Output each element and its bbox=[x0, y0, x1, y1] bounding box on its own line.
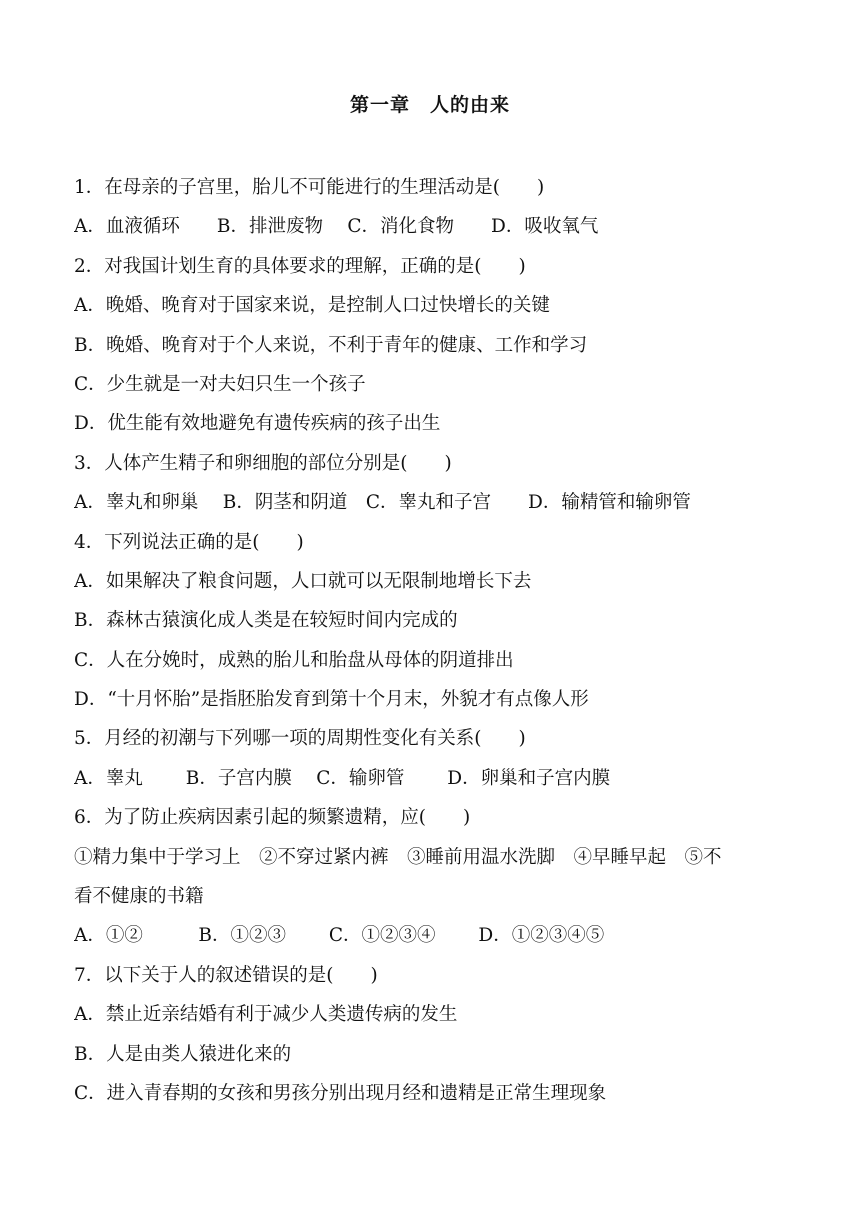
question-6-options: A．①② B．①②③ C．①②③④ D．①②③④⑤ bbox=[74, 925, 605, 947]
question-1-stem: 1．在母亲的子宫里，胎儿不可能进行的生理活动是( ) bbox=[74, 177, 545, 198]
question-4-option-c: C．人在分娩时，成熟的胎儿和胎盘从母体的阴道排出 bbox=[74, 649, 514, 671]
question-5-stem: 5．月经的初潮与下列哪一项的周期性变化有关系( ) bbox=[74, 728, 526, 750]
question-7-option-c: C．进入青春期的女孩和男孩分别出现月经和遗精是正常生理现象 bbox=[74, 1082, 607, 1104]
question-4-option-a: A．如果解决了粮食问题，人口就可以无限制地增长下去 bbox=[74, 570, 532, 592]
question-2-option-c: C．少生就是一对夫妇只生一个孩子 bbox=[74, 373, 366, 395]
page-title: 第一章 人的由来 bbox=[349, 94, 510, 116]
question-4-stem: 4．下列说法正确的是( ) bbox=[74, 531, 304, 553]
question-5-options: A．睾丸 B．子宫内膜 C．输卵管 D．卵巢和子宫内膜 bbox=[74, 767, 611, 789]
question-7-option-a: A．禁止近亲结婚有利于减少人类遗传病的发生 bbox=[74, 1004, 458, 1026]
question-list bbox=[74, 168, 794, 1113]
question-6-statements-cont: 看不健康的书籍 bbox=[74, 886, 204, 908]
question-2-stem: 2．对我国计划生育的具体要求的理解，正确的是( ) bbox=[74, 255, 526, 277]
question-2-option-b: B．晚婚、晚育对于个人来说，不利于青年的健康、工作和学习 bbox=[74, 334, 588, 356]
question-7-stem: 7．以下关于人的叙述错误的是( ) bbox=[74, 964, 378, 986]
question-2-option-d: D．优生能有效地避免有遗传疾病的孩子出生 bbox=[74, 413, 441, 435]
question-3-stem: 3．人体产生精子和卵细胞的部位分别是( ) bbox=[74, 452, 452, 474]
question-3-options: A．睾丸和卵巢 B．阴茎和阴道 C．睾丸和子宫 D．输精管和输卵管 bbox=[74, 492, 691, 514]
question-7-option-b: B．人是由类人猿进化来的 bbox=[74, 1043, 292, 1065]
question-2-option-a: A．晚婚、晚育对于国家来说，是控制人口过快增长的关键 bbox=[74, 295, 550, 317]
question-4-option-b: B．森林古猿演化成人类是在较短时间内完成的 bbox=[74, 610, 458, 632]
question-6-statements: ①精力集中于学习上 ②不穿过紧内裤 ③睡前用温水洗脚 ④早睡早起 ⑤不 bbox=[74, 846, 722, 868]
question-4-option-d: D．“十月怀胎”是指胚胎发育到第十个月末，外貌才有点像人形 bbox=[74, 689, 589, 711]
question-1-options: A．血液循环 B．排泄废物 C．消化食物 D．吸收氧气 bbox=[74, 216, 599, 238]
question-6-stem: 6．为了防止疾病因素引起的频繁遗精，应( ) bbox=[74, 807, 471, 829]
